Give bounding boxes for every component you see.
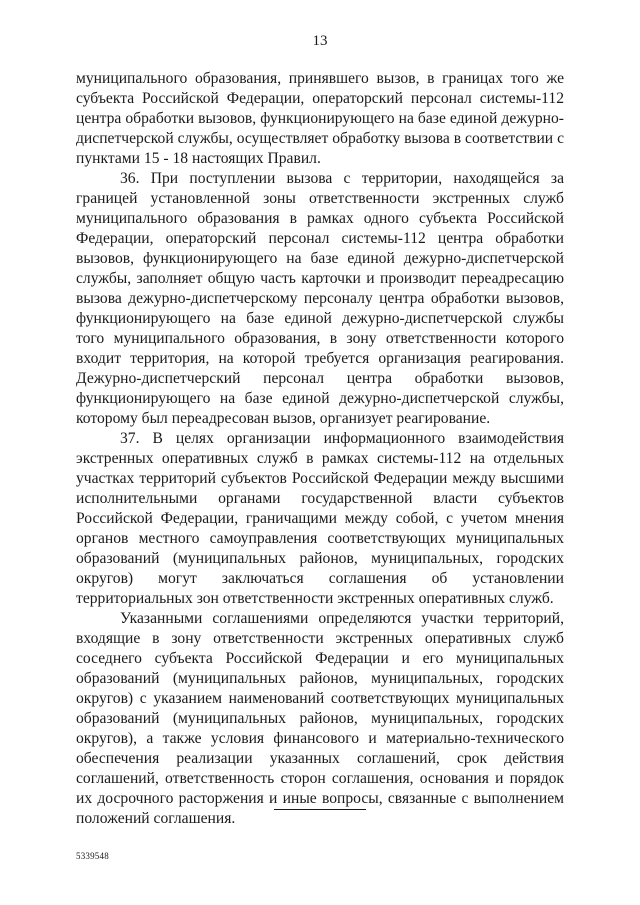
document-code: 5339548 <box>76 851 109 861</box>
paragraph-continuation: муниципального образования, принявшего вызов, в границах того же субъекта Российской Федерации, операторский персонал системы-112 центра обработки вызовов, функционирующего на базе единой дежурно-диспетчерской службы, осуществляет обработку вызова в соответствии с пунктами 15 - 18 настоящих Правил. <box>76 70 564 167</box>
document-body <box>76 69 564 829</box>
page-number: 13 <box>312 33 328 49</box>
paragraph-agreements: Указанными соглашениями определяются участки территорий, входящие в зону ответственности экстренных оперативных служб соседнего субъекта Российской Федерации и его муниципальных образований (муниципальных районов, муниципальных, городских округов) с указанием наименований соответствующих муниципальных образований (муниципальных районов, муниципальных, городских округов), а также условия финансового и материально-технического обеспечения реализации указанных соглашений, срок действия соглашений, ответственность сторон соглашения, основания и порядок их досрочного расторжения и иные вопросы, связанные с выполнением положений соглашения. <box>76 610 564 827</box>
end-divider <box>274 809 366 810</box>
paragraph-item-36: 36. При поступлении вызова с территории, находящейся за границей установленной зоны ответственности экстренных служб муниципального образования в рамках одного субъекта Российской Федерации, операторский персонал системы-112 центра обработки вызовов, функционирующего на базе единой дежурно-диспетчерской службы, заполняет общую часть карточки и производит переадресацию вызова дежурно-диспетчерскому персоналу центра обработки вызовов, функционирующего на базе единой дежурно-диспетчерской службы того муниципального образования, в зону ответственности которого входит территория, на которой требуется организация реагирования. Дежурно-диспетчерский персонал центра обработки вызовов, функционирующего на базе единой дежурно-диспетчерской службы, которому был переадресован вызов, организует реагирование. <box>76 170 564 427</box>
paragraph-item-37: 37. В целях организации информационного взаимодействия экстренных оперативных служб в рамках системы-112 на отдельных участках территорий субъектов Российской Федерации между высшими исполнительными органами государственной власти субъектов Российской Федерации, граничащими между собой, с учетом мнения органов местного самоуправления соответствующих муниципальных образований (муниципальных районов, муниципальных, городских округов) могут заключаться соглашения об установлении территориальных зон ответственности экстренных оперативных служб. <box>76 430 564 607</box>
